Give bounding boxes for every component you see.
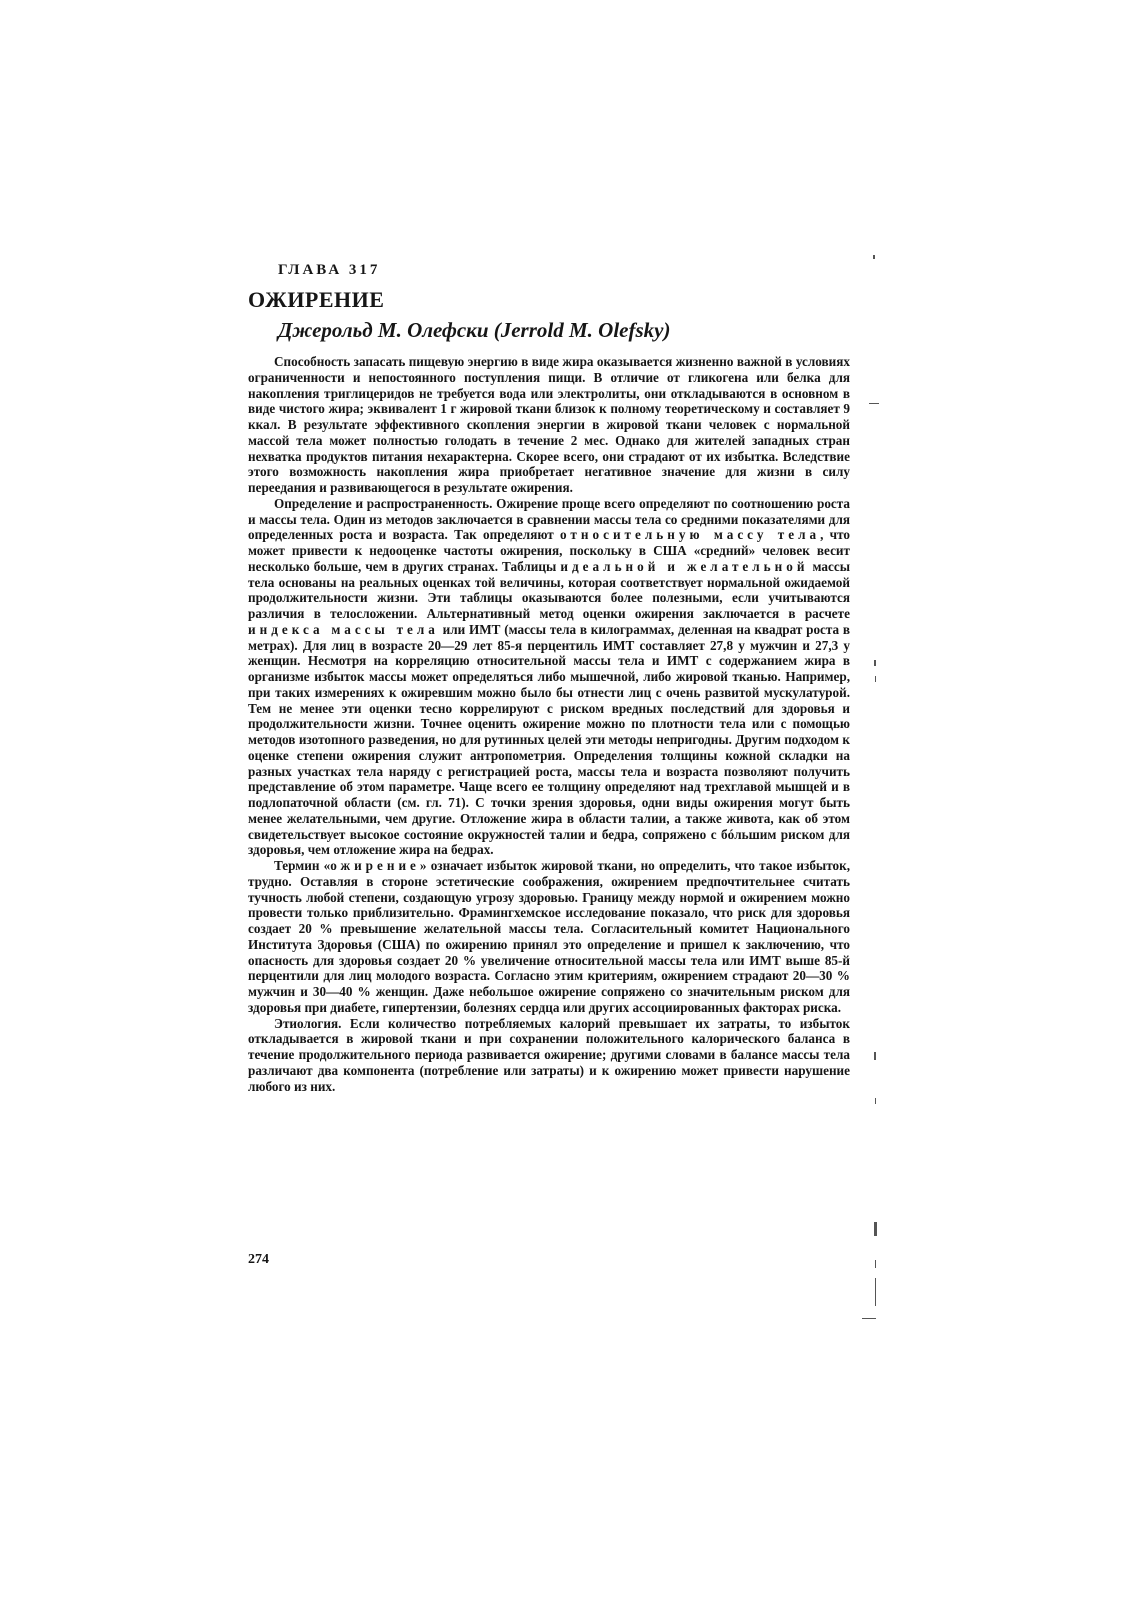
emphasis-term: относительную массу тела bbox=[560, 527, 821, 543]
paragraph-intro: Способность запасать пищевую энергию в виде жира оказывается жизненно важной в условиях ограниченности и непостоянного поступления пищи. В отличие от гликогена или белка для накопления триглицеридов не требуется вода или электролиты, они откладываются в основном в виде чистого жира; эквивалент 1 г жировой ткани близок к полному теоретическому и составляет 9 ккал. В результате эффективного скопления энергии в жировой ткани человек с нормальной массой тела может полностью голодать в течение 2 мес. Однако для жителей западных стран нехватка продуктов питания нехарактерна. Скорее всего, они страдают от их избытка. Вследствие этого возможность накопления жира приобретает негативное значение для жизни в силу переедания и развивающегося в результате ожирения. bbox=[248, 354, 850, 495]
scan-artifact bbox=[875, 1260, 876, 1268]
article-body bbox=[248, 354, 850, 1094]
emphasis-term: ожирение bbox=[330, 858, 420, 873]
section-heading-definition: Определение и распространенность. bbox=[274, 495, 493, 511]
scan-artifact bbox=[874, 1222, 877, 1236]
text-run: Ожирение проще всего определяют по соотношению роста и массы тела. Один из методов заключается в сравнении массы тела со средними показателями для определенных роста и возраста. Так определяют bbox=[248, 495, 850, 543]
emphasis-term: идеальной и желательной bbox=[560, 558, 809, 574]
chapter-title: ОЖИРЕНИЕ bbox=[248, 287, 385, 312]
emphasis-term: индекса массы тела bbox=[248, 621, 439, 637]
chapter-label: ГЛАВА 317 bbox=[278, 262, 381, 278]
paragraph-definition bbox=[248, 496, 850, 858]
scan-artifact bbox=[874, 660, 876, 666]
paragraph-etiology bbox=[248, 1016, 850, 1095]
author-line: Джерольд М. Олефски (Jerrold M. Olefsky) bbox=[278, 318, 671, 342]
text-run: массы тела основаны на реальных оценках той величины, которая соответствует нормальной ожидаемой продолжительности жизни. Эти таблицы оказываются более полезными, если учитываются различия в телосложении. Альтернативный метод оценки ожирения заключается в расчете bbox=[248, 558, 851, 621]
text-run: Термин « bbox=[274, 858, 331, 873]
scan-artifact bbox=[875, 676, 876, 682]
scan-artifact bbox=[869, 403, 879, 404]
text-run: , что может привести к недооценке частоты ожирения, поскольку в США «средний» человек весит несколько больше, чем в других странах. Таблицы bbox=[248, 527, 850, 574]
paragraph-term bbox=[248, 858, 850, 1016]
scan-artifact bbox=[873, 255, 875, 259]
text-run: или ИМТ (массы тела в килограммах, деленная на квадрат роста в метрах). Для лиц в возрасте 20—29 лет 85-я перцентиль ИМТ составляет 27,8 у мужчин и 27,3 у женщин. Несмотря на корреляцию относительной массы тела и ИМТ с содержанием жира в организме избыток массы может определяться либо мышечной, либо жировой тканью. Например, при таких измерениях к ожиревшим можно было бы отнести лиц с очень развитой мускулатурой. Тем не менее эти оценки тесно коррелируют с риском вредных последствий для здоровья и продолжительности жизни. Точнее оценить ожирение можно по плотности тела или с помощью методов изотопного разведения, но для рутинных целей эти методы непригодны. Другим подходом к оценке степени ожирения служит антропометрия. Определения толщины кожной складки на разных участках тела наряду с регистрацией роста, массы тела и возраста позволяют получить представление об этом параметре. Чаще всего ее толщину определяют над трехглавой мышцей и в подлопаточной области (см. гл. 71). С точки зрения здоровья, одни виды ожирения могут быть менее желательными, чем другие. Отложение жира в области талии, а также живота, как об этом свидетельствует высокое состояние окружностей талии и бедра, сопряжено с бóльшим риском для здоровья, чем отложение жира на бедрах. bbox=[248, 621, 850, 858]
scan-artifact bbox=[874, 1052, 876, 1060]
section-heading-etiology: Этиология. bbox=[274, 1015, 342, 1031]
scan-artifact bbox=[875, 1278, 876, 1306]
page-number: 274 bbox=[248, 1252, 269, 1267]
text-run: Если количество потребляемых калорий превышает их затраты, то избыток откладывается в жировой ткани и при сохранении положительного калорического баланса в течение продолжительного периода развивается ожирение; другими словами в балансе массы тела различают два компонента (потребление или затраты) и к ожирению может привести нарушение любого из них. bbox=[248, 1015, 850, 1094]
scan-artifact bbox=[875, 1098, 876, 1104]
text-run: » означает избыток жировой ткани, но определить, что такое избыток, трудно. Оставляя в стороне эстетические соображения, ожирением предпочтительнее считать тучность любой степени, создающую угрозу здоровью. Границу между нормой и ожирением можно провести только приблизительно. Фрамингхемское исследование показало, что риск для здоровья создает 20 % превышение желательной массы тела. Согласительный комитет Национального Института Здоровья (США) по ожирению принял это определение и пришел к заключению, что опасность для здоровья создает 20 % увеличение относительной массы тела или ИМТ выше 85-й перцентили для лиц молодого возраста. Согласно этим критериям, ожирением страдают 20—30 % мужчин и 30—40 % женщин. Даже небольшое ожирение сопряжено со значительным риском для здоровья при диабете, гипертензии, болезнях сердца или других ассоциированных факторах риска. bbox=[248, 858, 850, 1015]
scan-artifact bbox=[862, 1318, 876, 1319]
